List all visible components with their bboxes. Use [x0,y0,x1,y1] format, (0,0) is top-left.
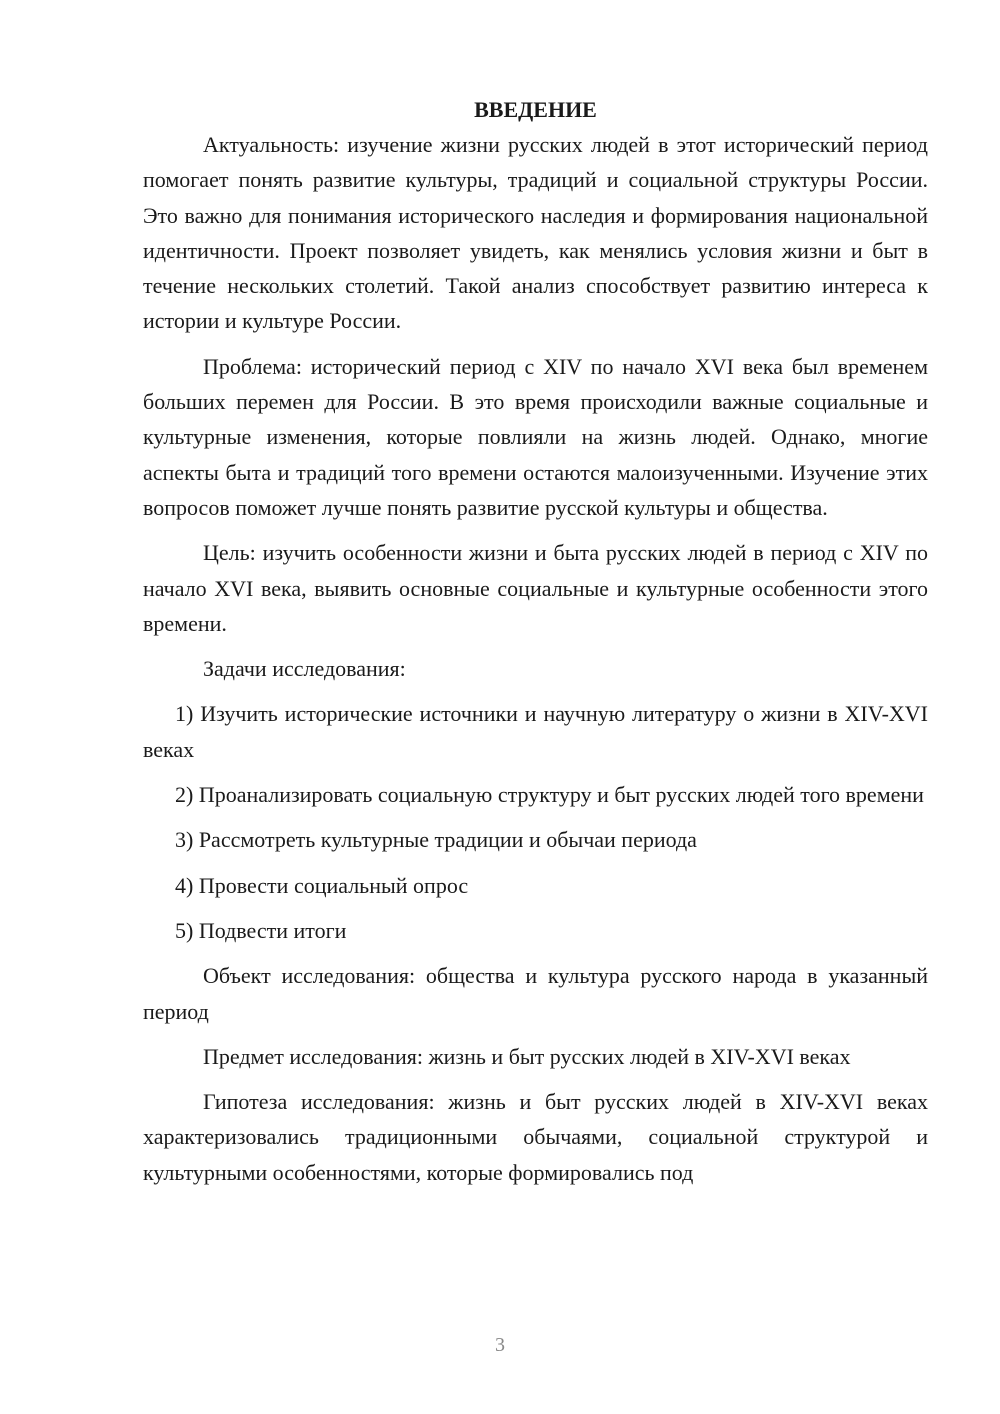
paragraph-problem: Проблема: исторический период с XIV по начало XVI века был временем больших перемен для России. В это время происходили важные социальные и культурные изменения, которые повлияли на жизнь людей. Однако, многие аспекты быта и традиций того времени остаются малоизученными. Изучение этих вопросов поможет лучше понять развитие русской культуры и общества. [143,353,928,520]
tasks-heading: Задачи исследования: [203,656,406,682]
paragraph-object: Объект исследования: общества и культура русского народа в указанный период [143,963,928,1024]
paragraph-relevance: Актуальность: изучение жизни русских людей в этот исторический период помогает понять развитие культуры, традиций и социальной структуры России. Это важно для понимания исторического наследия и формирования национальной идентичности. Проект позволяет увидеть, как менялись условия жизни и быт в течение нескольких столетий. Такой анализ способствует развитию интереса к истории и культуре России. [143,132,928,334]
paragraph-goal: Цель: изучить особенности жизни и быта русских людей в период с XIV по начало XVI века, выявить основные социальные и культурные особенности этого времени. [143,540,928,636]
list-item: 5) Подвести итоги [175,917,347,943]
tasks-list [143,696,928,948]
paragraph-hypothesis: Гипотеза исследования: жизнь и быт русских людей в XIV-XVI веках характеризовались традиционными обычаями, социальной структурой и культурными особенностями, которые формировались под [143,1089,928,1185]
list-item: 4) Провести социальный опрос [175,872,469,898]
list-item: 3) Рассмотреть культурные традиции и обычаи периода [175,827,697,853]
document-page [143,92,928,1190]
paragraph-subject: Предмет исследования: жизнь и быт русских людей в XIV-XVI веках [203,1043,851,1069]
section-title: ВВЕДЕНИЕ [474,97,597,122]
list-item: 2) Проанализировать социальную структуру и быт русских людей того времени [175,782,924,808]
list-item: 1) Изучить исторические источники и научную литературу о жизни в XIV-XVI веках [143,701,928,762]
page-number: 3 [495,1334,505,1356]
